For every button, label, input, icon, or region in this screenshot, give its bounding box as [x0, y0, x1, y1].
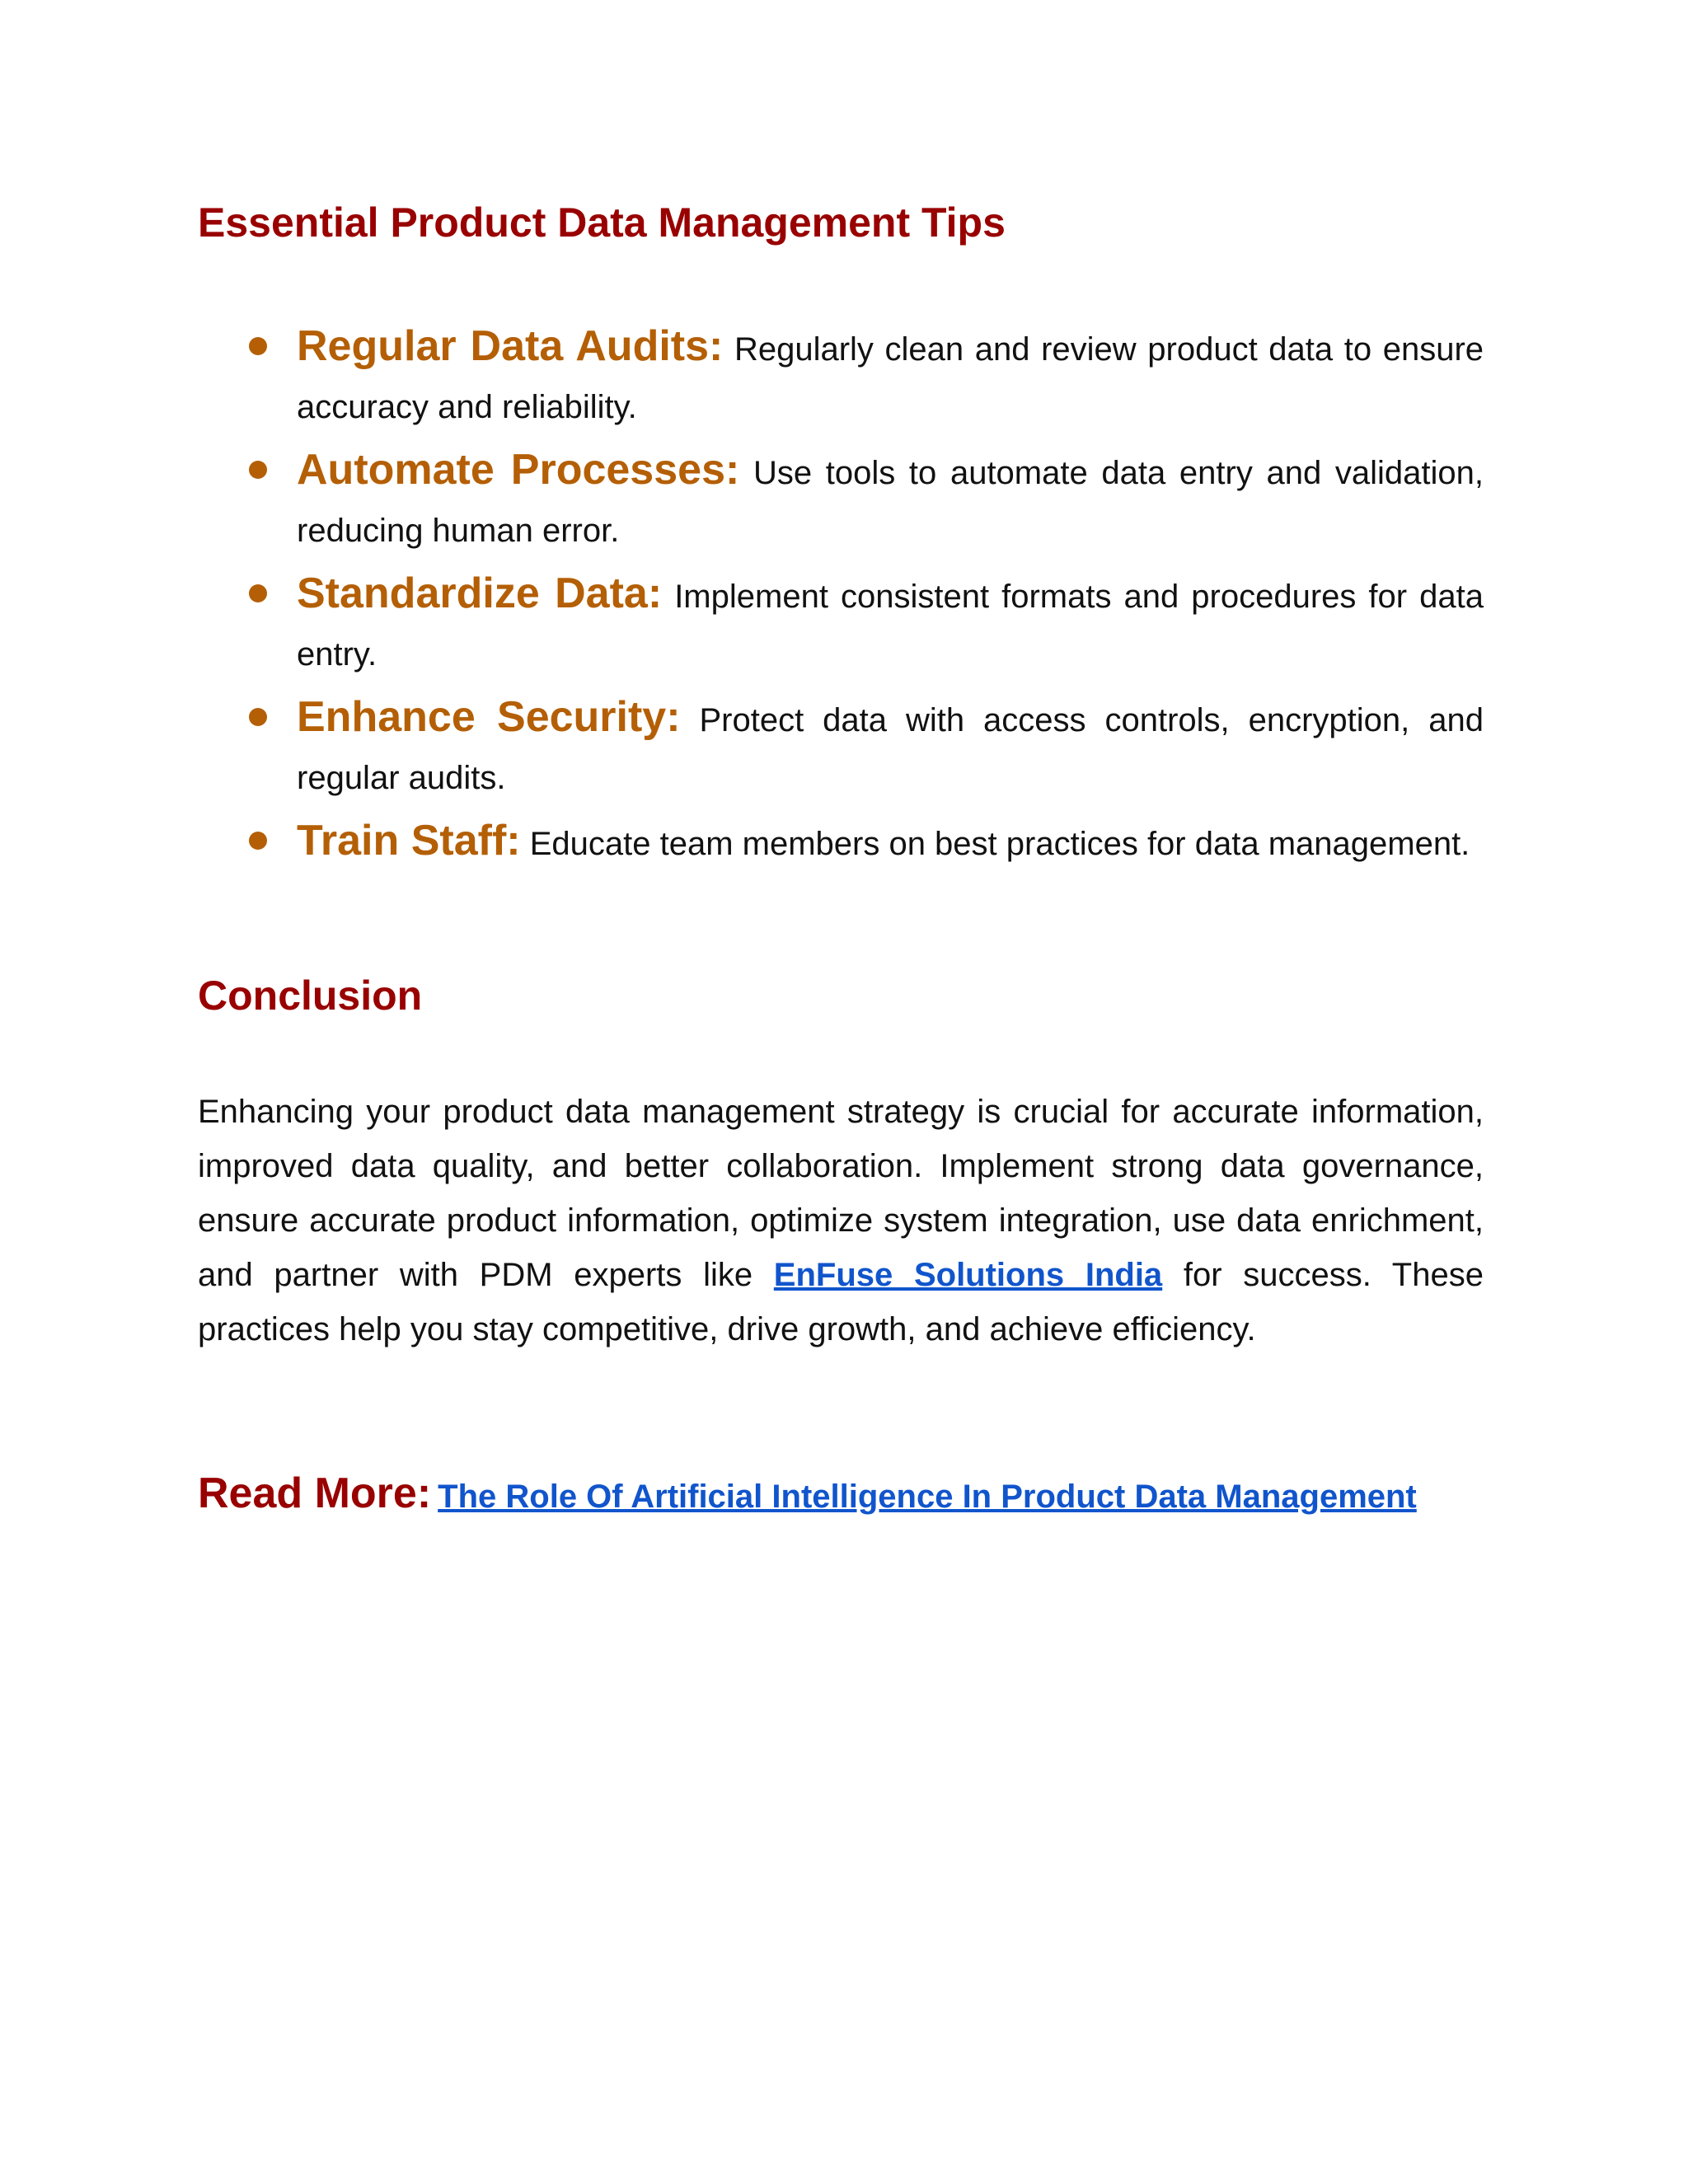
bullet-icon	[249, 708, 267, 726]
list-item	[198, 317, 1484, 436]
conclusion-text-after: for success. These practices help you stay competitive, drive growth, and achieve efficiency.	[198, 1257, 1484, 1347]
tip-text: Educate team members on best practices for data management.	[529, 826, 1470, 862]
tips-list	[198, 317, 1484, 878]
tip-text: Protect data with access controls, encryption, and regular audits.	[297, 702, 1484, 796]
tip-title: Regular Data Audits:	[297, 322, 724, 370]
read-more	[198, 1469, 1417, 1518]
tips-heading: Essential Product Data Management Tips	[198, 199, 1006, 246]
tip-title: Automate Processes:	[297, 446, 740, 494]
bullet-icon	[249, 584, 267, 602]
tip-title: Train Staff:	[297, 817, 521, 865]
read-more-label: Read More:	[198, 1469, 432, 1517]
read-more-link[interactable]: The Role Of Artificial Intelligence In Product Data Management	[438, 1479, 1417, 1515]
tip-text: Regularly clean and review product data to ensure accuracy and reliability.	[297, 331, 1484, 425]
tip-title: Enhance Security:	[297, 693, 681, 741]
conclusion-text-before: Enhancing your product data management strategy is crucial for accurate information, improved data quality, and better collaboration. Implement strong data governance, ensure accurate product information, optimize system integration, use data enrichment, and partner with PDM experts like	[198, 1094, 1484, 1293]
list-item	[198, 441, 1484, 560]
bullet-icon	[249, 337, 267, 355]
enfuse-link[interactable]: EnFuse Solutions India	[773, 1257, 1163, 1293]
conclusion-heading: Conclusion	[198, 972, 423, 1019]
list-item	[198, 688, 1484, 807]
bullet-icon	[249, 461, 267, 479]
list-item	[198, 565, 1484, 683]
bullet-icon	[249, 832, 267, 850]
conclusion-paragraph	[198, 1085, 1484, 1357]
list-item	[198, 812, 1484, 873]
tip-text: Implement consistent formats and procedures for data entry.	[297, 579, 1484, 673]
tip-text: Use tools to automate data entry and validation, reducing human error.	[297, 455, 1484, 549]
tip-title: Standardize Data:	[297, 569, 663, 617]
